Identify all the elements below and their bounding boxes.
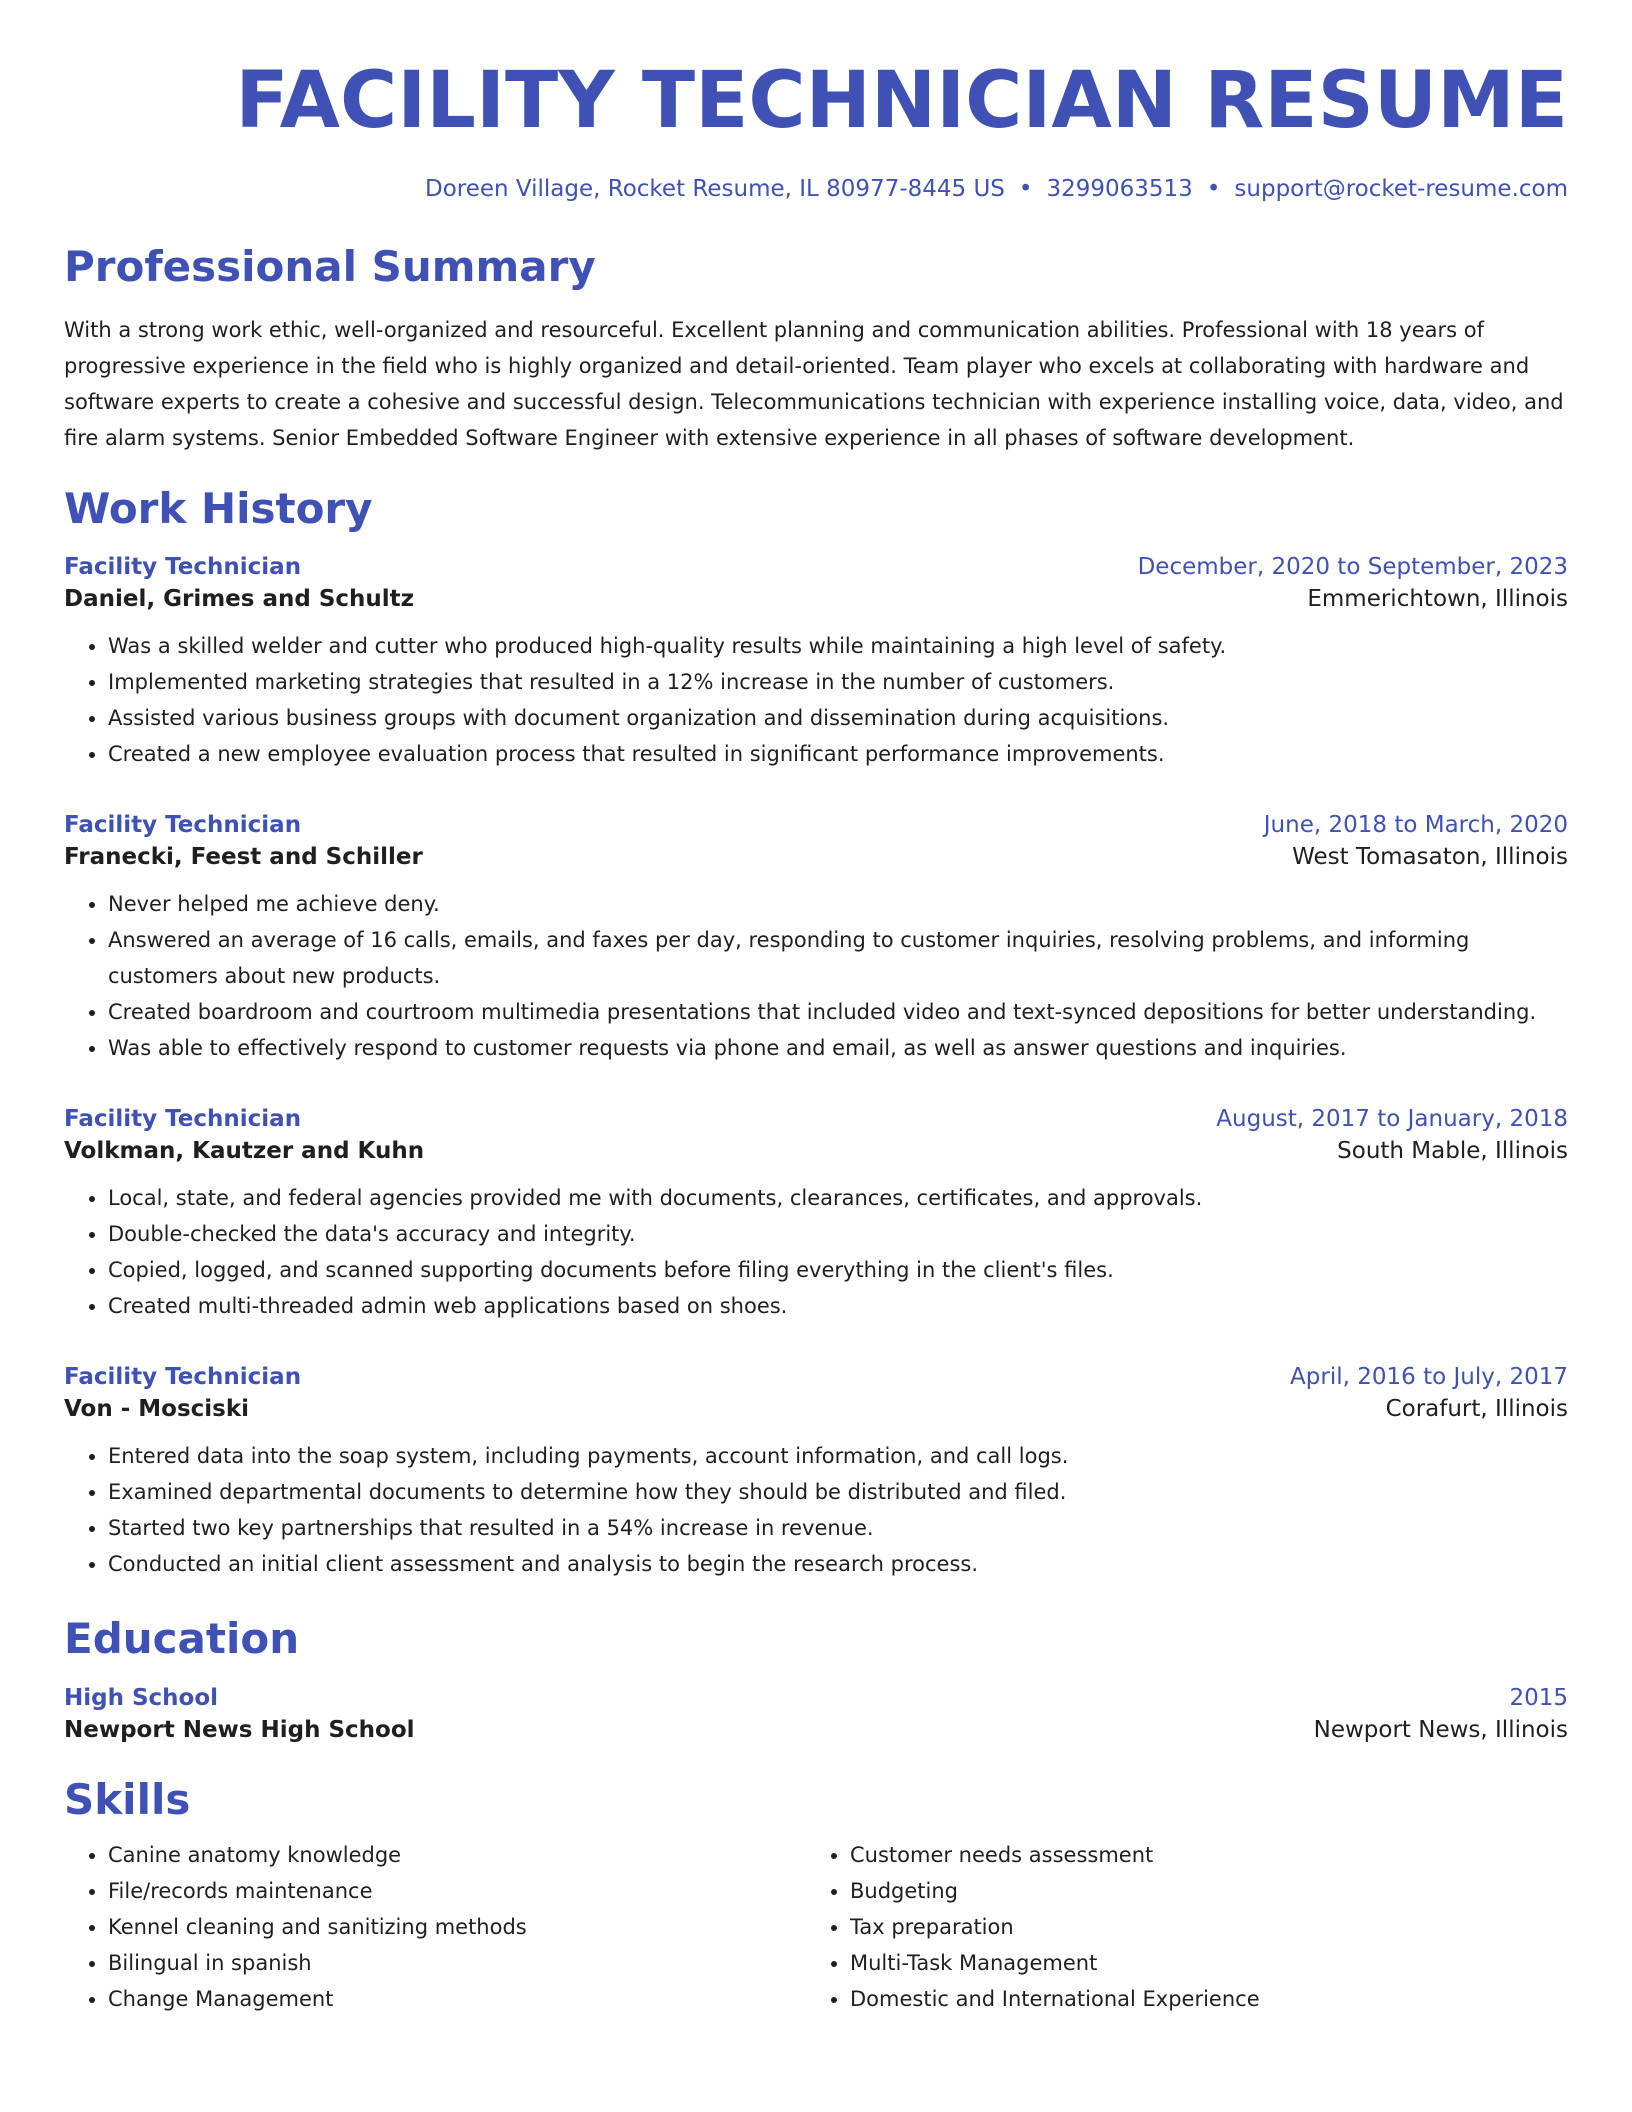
- skill-item: • Customer needs assessment: [850, 1837, 1548, 1873]
- skills-column-right: [806, 1837, 1548, 2017]
- resume-page: [64, 0, 1568, 2017]
- job-location: West Tomasaton, Illinois: [1292, 844, 1568, 871]
- education-school: Newport News High School: [64, 1716, 415, 1743]
- contact-separator: •: [1206, 176, 1221, 202]
- job-dates: December, 2020 to September, 2023: [1137, 554, 1568, 581]
- job-bullet: • Created boardroom and courtroom multimedia presentations that included video and text-synced depositions for better understanding.: [108, 994, 1568, 1030]
- education-heading: Education: [64, 1614, 300, 1664]
- summary-heading: Professional Summary: [64, 242, 596, 291]
- contact-separator: •: [1018, 176, 1033, 202]
- job-bullet: • Answered an average of 16 calls, emails, and faxes per day, responding to customer inquiries, resolving problems, and informing customers about new products.: [108, 922, 1568, 994]
- resume-title: FACILITY TECHNICIAN RESUME: [235, 56, 1568, 146]
- skill-item: • Bilingual in spanish: [108, 1945, 806, 1981]
- job-location: South Mable, Illinois: [1337, 1138, 1568, 1165]
- skills-list: [64, 1837, 1568, 2017]
- job-dates: June, 2018 to March, 2020: [1263, 812, 1568, 839]
- job-bullet: • Never helped me achieve deny.: [108, 886, 1568, 922]
- job-entry: [64, 554, 1568, 772]
- job-bullet: • Copied, logged, and scanned supporting documents before filing everything in the client's files.: [108, 1252, 1568, 1288]
- job-entry: [64, 1364, 1568, 1582]
- resume-header: [64, 56, 1568, 202]
- education-year: 2015: [1509, 1684, 1568, 1711]
- job-bullets: [64, 1180, 1568, 1324]
- contact-line: [64, 176, 1568, 202]
- job-bullet: • Was a skilled welder and cutter who produced high-quality results while maintaining a high level of safety.: [108, 628, 1568, 664]
- work-history-heading: Work History: [64, 484, 373, 534]
- job-entry: [64, 1106, 1568, 1324]
- job-bullet: • Entered data into the soap system, including payments, account information, and call logs.: [108, 1438, 1568, 1474]
- contact-email[interactable]: support@rocket-resume.com: [1234, 176, 1568, 202]
- job-bullet: • Assisted various business groups with document organization and dissemination during acquisitions.: [108, 700, 1568, 736]
- skill-item: • Canine anatomy knowledge: [108, 1837, 806, 1873]
- summary-text: With a strong work ethic, well-organized and resourceful. Excellent planning and communication abilities. Professional with 18 years of progressive experience in the field who is highly organized and detail-oriented. Team player who excels at collaborating with hardware and software experts to create a cohesive and successful design. Telecommunications technician with experience installing voice, data, video, and fire alarm systems. Senior Embedded Software Engineer with extensive experience in all phases of software development.: [64, 318, 1564, 451]
- skill-item: • Multi-Task Management: [850, 1945, 1548, 1981]
- contact-phone: 3299063513: [1046, 176, 1193, 202]
- skill-item: • Budgeting: [850, 1873, 1548, 1909]
- job-bullets: [64, 886, 1568, 1066]
- job-dates: August, 2017 to January, 2018: [1216, 1106, 1568, 1133]
- job-bullet: • Examined departmental documents to determine how they should be distributed and filed.: [108, 1474, 1568, 1510]
- job-bullet: • Conducted an initial client assessment and analysis to begin the research process.: [108, 1546, 1568, 1582]
- skill-item: • Kennel cleaning and sanitizing methods: [108, 1909, 806, 1945]
- job-entry: [64, 812, 1568, 1066]
- job-bullet: • Local, state, and federal agencies provided me with documents, clearances, certificates, and approvals.: [108, 1180, 1568, 1216]
- skill-item: • Change Management: [108, 1981, 806, 2017]
- job-bullet: • Was able to effectively respond to customer requests via phone and email, as well as answer questions and inquiries.: [108, 1030, 1568, 1066]
- skill-item: • Tax preparation: [850, 1909, 1548, 1945]
- job-bullet: • Double-checked the data's accuracy and integrity.: [108, 1216, 1568, 1252]
- job-location: Emmerichtown, Illinois: [1307, 586, 1568, 613]
- job-bullet: • Created multi-threaded admin web applications based on shoes.: [108, 1288, 1568, 1324]
- education-degree: High School: [64, 1684, 219, 1711]
- skills-column-left: [64, 1837, 806, 2017]
- job-location: Corafurt, Illinois: [1385, 1396, 1568, 1423]
- education-location: Newport News, Illinois: [1313, 1716, 1568, 1743]
- job-title: Facility Technician: [64, 812, 302, 839]
- job-company: Von - Mosciski: [64, 1396, 250, 1423]
- job-bullets: [64, 1438, 1568, 1582]
- education-entry: [64, 1685, 1568, 1743]
- job-bullet: • Started two key partnerships that resulted in a 54% increase in revenue.: [108, 1510, 1568, 1546]
- contact-address: Doreen Village, Rocket Resume, IL 80977-8445 US: [424, 176, 1005, 202]
- job-company: Daniel, Grimes and Schultz: [64, 586, 415, 613]
- job-company: Franecki, Feest and Schiller: [64, 844, 423, 871]
- job-title: Facility Technician: [64, 1364, 302, 1391]
- skills-heading: Skills: [64, 1774, 191, 1824]
- job-title: Facility Technician: [64, 1106, 302, 1133]
- job-bullets: [64, 628, 1568, 772]
- job-bullet: • Implemented marketing strategies that resulted in a 12% increase in the number of customers.: [108, 664, 1568, 700]
- job-dates: April, 2016 to July, 2017: [1290, 1364, 1568, 1391]
- job-title: Facility Technician: [64, 554, 302, 581]
- skill-item: • Domestic and International Experience: [850, 1981, 1548, 2017]
- job-company: Volkman, Kautzer and Kuhn: [64, 1138, 425, 1165]
- job-bullet: • Created a new employee evaluation process that resulted in significant performance improvements.: [108, 736, 1568, 772]
- skill-item: • File/records maintenance: [108, 1873, 806, 1909]
